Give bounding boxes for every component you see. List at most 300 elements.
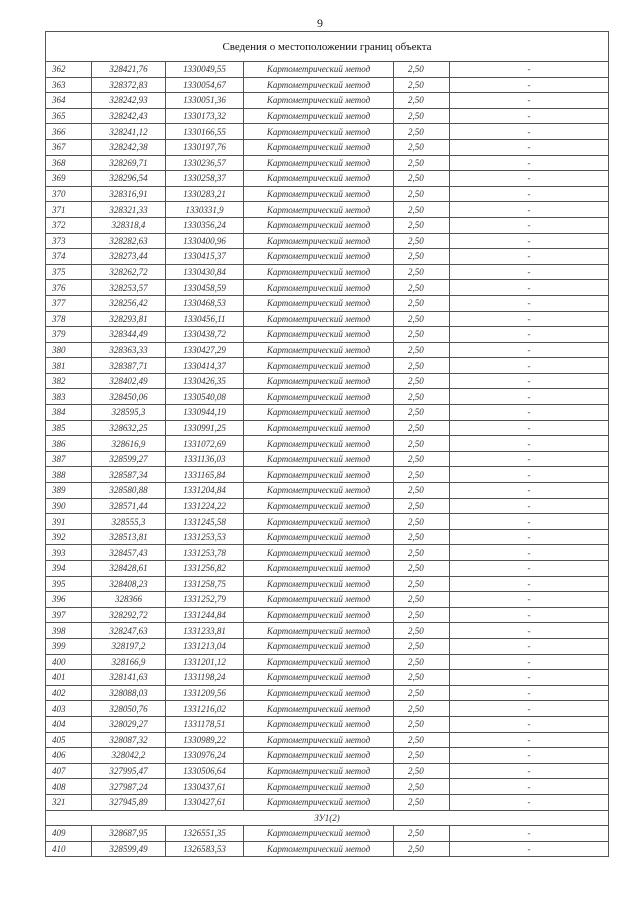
accuracy-cell: 2,50 xyxy=(394,716,450,732)
coord-x: 328580,88 xyxy=(92,483,166,499)
accuracy-cell: 2,50 xyxy=(394,311,450,327)
coord-x: 328262,72 xyxy=(92,264,166,280)
method-cell: Картометрический метод xyxy=(244,670,394,686)
point-number: 382 xyxy=(46,373,92,389)
coord-y: 1330173,32 xyxy=(166,108,244,124)
coord-x: 328042,2 xyxy=(92,748,166,764)
coord-x: 328241,12 xyxy=(92,124,166,140)
description-cell: - xyxy=(450,794,609,810)
table-row xyxy=(46,62,609,78)
coord-y: 1330991,25 xyxy=(166,420,244,436)
coord-y: 1330430,84 xyxy=(166,264,244,280)
description-cell: - xyxy=(450,327,609,343)
table-row xyxy=(46,685,609,701)
coord-x: 328293,81 xyxy=(92,311,166,327)
coord-y: 1330438,72 xyxy=(166,327,244,343)
description-cell: - xyxy=(450,436,609,452)
accuracy-cell: 2,50 xyxy=(394,623,450,639)
table-row xyxy=(46,311,609,327)
table-row xyxy=(46,607,609,623)
accuracy-cell: 2,50 xyxy=(394,529,450,545)
coord-y: 1330458,59 xyxy=(166,280,244,296)
point-number: 407 xyxy=(46,763,92,779)
accuracy-cell: 2,50 xyxy=(394,405,450,421)
table-row xyxy=(46,264,609,280)
point-number: 321 xyxy=(46,794,92,810)
description-cell: - xyxy=(450,748,609,764)
coord-y: 1326583,53 xyxy=(166,841,244,857)
coord-y: 1330506,64 xyxy=(166,763,244,779)
accuracy-cell: 2,50 xyxy=(394,295,450,311)
method-cell: Картометрический метод xyxy=(244,77,394,93)
table-row xyxy=(46,716,609,732)
coord-x: 328387,71 xyxy=(92,358,166,374)
point-number: 368 xyxy=(46,155,92,171)
coord-y: 1331233,81 xyxy=(166,623,244,639)
accuracy-cell: 2,50 xyxy=(394,186,450,202)
description-cell: - xyxy=(450,716,609,732)
table-row xyxy=(46,217,609,233)
description-cell: - xyxy=(450,763,609,779)
table-row xyxy=(46,623,609,639)
method-cell: Картометрический метод xyxy=(244,451,394,467)
point-number: 410 xyxy=(46,841,92,857)
coord-y: 1330989,22 xyxy=(166,732,244,748)
accuracy-cell: 2,50 xyxy=(394,826,450,842)
accuracy-cell: 2,50 xyxy=(394,748,450,764)
coord-y: 1331216,02 xyxy=(166,701,244,717)
description-cell: - xyxy=(450,373,609,389)
point-number: 400 xyxy=(46,654,92,670)
method-cell: Картометрический метод xyxy=(244,233,394,249)
coord-y: 1330415,37 xyxy=(166,249,244,265)
coord-y: 1330051,36 xyxy=(166,93,244,109)
table-row xyxy=(46,108,609,124)
coord-y: 1330976,24 xyxy=(166,748,244,764)
table-row xyxy=(46,576,609,592)
coord-y: 1330331,9 xyxy=(166,202,244,218)
point-number: 404 xyxy=(46,716,92,732)
method-cell: Картометрический метод xyxy=(244,405,394,421)
description-cell: - xyxy=(450,529,609,545)
accuracy-cell: 2,50 xyxy=(394,841,450,857)
point-number: 401 xyxy=(46,670,92,686)
coord-y: 1331209,56 xyxy=(166,685,244,701)
table-row xyxy=(46,451,609,467)
method-cell: Картометрический метод xyxy=(244,139,394,155)
description-cell: - xyxy=(450,171,609,187)
boundary-table xyxy=(45,31,609,857)
method-cell: Картометрический метод xyxy=(244,467,394,483)
description-cell: - xyxy=(450,249,609,265)
point-number: 392 xyxy=(46,529,92,545)
coord-x: 328632,25 xyxy=(92,420,166,436)
coord-x: 328050,76 xyxy=(92,701,166,717)
point-number: 369 xyxy=(46,171,92,187)
table-row xyxy=(46,794,609,810)
coord-x: 328273,44 xyxy=(92,249,166,265)
method-cell: Картометрический метод xyxy=(244,249,394,265)
coord-y: 1331198,24 xyxy=(166,670,244,686)
coord-y: 1330197,76 xyxy=(166,139,244,155)
accuracy-cell: 2,50 xyxy=(394,732,450,748)
table-row xyxy=(46,124,609,140)
accuracy-cell: 2,50 xyxy=(394,108,450,124)
point-number: 396 xyxy=(46,592,92,608)
point-number: 372 xyxy=(46,217,92,233)
accuracy-cell: 2,50 xyxy=(394,483,450,499)
table-row xyxy=(46,93,609,109)
point-number: 390 xyxy=(46,498,92,514)
coord-y: 1330054,67 xyxy=(166,77,244,93)
coord-y: 1331245,58 xyxy=(166,514,244,530)
coord-x: 328344,49 xyxy=(92,327,166,343)
coord-y: 1331253,53 xyxy=(166,529,244,545)
method-cell: Картометрический метод xyxy=(244,701,394,717)
method-cell: Картометрический метод xyxy=(244,826,394,842)
table-row xyxy=(46,545,609,561)
coord-x: 328366 xyxy=(92,592,166,608)
table-row xyxy=(46,155,609,171)
point-number: 365 xyxy=(46,108,92,124)
coord-x: 328363,33 xyxy=(92,342,166,358)
coord-x: 328402,49 xyxy=(92,373,166,389)
coord-x: 328616,9 xyxy=(92,436,166,452)
point-number: 376 xyxy=(46,280,92,296)
point-number: 370 xyxy=(46,186,92,202)
point-number: 399 xyxy=(46,638,92,654)
coord-y: 1330166,55 xyxy=(166,124,244,140)
point-number: 386 xyxy=(46,436,92,452)
table-row xyxy=(46,514,609,530)
table-row xyxy=(46,202,609,218)
accuracy-cell: 2,50 xyxy=(394,249,450,265)
description-cell: - xyxy=(450,420,609,436)
coord-x: 328687,95 xyxy=(92,826,166,842)
accuracy-cell: 2,50 xyxy=(394,264,450,280)
method-cell: Картометрический метод xyxy=(244,732,394,748)
accuracy-cell: 2,50 xyxy=(394,139,450,155)
accuracy-cell: 2,50 xyxy=(394,701,450,717)
point-number: 374 xyxy=(46,249,92,265)
description-cell: - xyxy=(450,670,609,686)
coord-y: 1330236,57 xyxy=(166,155,244,171)
description-cell: - xyxy=(450,623,609,639)
table-title: Сведения о местоположении границ объекта xyxy=(46,32,609,62)
coord-x: 328197,2 xyxy=(92,638,166,654)
accuracy-cell: 2,50 xyxy=(394,498,450,514)
coord-x: 328316,91 xyxy=(92,186,166,202)
coord-x: 328599,27 xyxy=(92,451,166,467)
method-cell: Картометрический метод xyxy=(244,498,394,514)
point-number: 379 xyxy=(46,327,92,343)
description-cell: - xyxy=(450,607,609,623)
coord-x: 328029,27 xyxy=(92,716,166,732)
coord-y: 1331252,79 xyxy=(166,592,244,608)
table-row xyxy=(46,139,609,155)
coord-y: 1330468,53 xyxy=(166,295,244,311)
accuracy-cell: 2,50 xyxy=(394,420,450,436)
method-cell: Картометрический метод xyxy=(244,420,394,436)
accuracy-cell: 2,50 xyxy=(394,202,450,218)
accuracy-cell: 2,50 xyxy=(394,561,450,577)
accuracy-cell: 2,50 xyxy=(394,576,450,592)
point-number: 409 xyxy=(46,826,92,842)
table-row xyxy=(46,763,609,779)
description-cell: - xyxy=(450,62,609,78)
point-number: 388 xyxy=(46,467,92,483)
description-cell: - xyxy=(450,514,609,530)
description-cell: - xyxy=(450,841,609,857)
accuracy-cell: 2,50 xyxy=(394,545,450,561)
method-cell: Картометрический метод xyxy=(244,436,394,452)
description-cell: - xyxy=(450,186,609,202)
method-cell: Картометрический метод xyxy=(244,716,394,732)
accuracy-cell: 2,50 xyxy=(394,358,450,374)
coord-y: 1331204,84 xyxy=(166,483,244,499)
page-number: 9 xyxy=(317,16,323,30)
coord-y: 1331256,82 xyxy=(166,561,244,577)
accuracy-cell: 2,50 xyxy=(394,77,450,93)
description-cell: - xyxy=(450,233,609,249)
accuracy-cell: 2,50 xyxy=(394,280,450,296)
point-number: 362 xyxy=(46,62,92,78)
description-cell: - xyxy=(450,483,609,499)
description-cell: - xyxy=(450,561,609,577)
description-cell: - xyxy=(450,139,609,155)
description-cell: - xyxy=(450,654,609,670)
description-cell: - xyxy=(450,405,609,421)
table-row xyxy=(46,498,609,514)
description-cell: - xyxy=(450,358,609,374)
coord-y: 1331224,22 xyxy=(166,498,244,514)
accuracy-cell: 2,50 xyxy=(394,217,450,233)
coord-y: 1331136,03 xyxy=(166,451,244,467)
table-row xyxy=(46,342,609,358)
coord-y: 1330427,29 xyxy=(166,342,244,358)
coord-y: 1331178,51 xyxy=(166,716,244,732)
table-row xyxy=(46,732,609,748)
section-row xyxy=(46,810,609,826)
description-cell: - xyxy=(450,451,609,467)
coord-x: 328321,33 xyxy=(92,202,166,218)
coord-x: 328555,3 xyxy=(92,514,166,530)
coord-y: 1331201,12 xyxy=(166,654,244,670)
accuracy-cell: 2,50 xyxy=(394,171,450,187)
table-row xyxy=(46,233,609,249)
table-row xyxy=(46,701,609,717)
method-cell: Картометрический метод xyxy=(244,841,394,857)
table-row xyxy=(46,592,609,608)
accuracy-cell: 2,50 xyxy=(394,794,450,810)
table-row xyxy=(46,171,609,187)
method-cell: Картометрический метод xyxy=(244,763,394,779)
table-row xyxy=(46,841,609,857)
coord-x: 328242,43 xyxy=(92,108,166,124)
method-cell: Картометрический метод xyxy=(244,779,394,795)
table-row xyxy=(46,186,609,202)
method-cell: Картометрический метод xyxy=(244,93,394,109)
table-row xyxy=(46,748,609,764)
point-number: 383 xyxy=(46,389,92,405)
coord-x: 328247,63 xyxy=(92,623,166,639)
method-cell: Картометрический метод xyxy=(244,654,394,670)
accuracy-cell: 2,50 xyxy=(394,638,450,654)
description-cell: - xyxy=(450,826,609,842)
method-cell: Картометрический метод xyxy=(244,514,394,530)
coord-x: 328428,61 xyxy=(92,561,166,577)
section-label: ЗУ1(2) xyxy=(46,810,609,826)
accuracy-cell: 2,50 xyxy=(394,342,450,358)
method-cell: Картометрический метод xyxy=(244,545,394,561)
point-number: 367 xyxy=(46,139,92,155)
description-cell: - xyxy=(450,217,609,233)
description-cell: - xyxy=(450,545,609,561)
point-number: 393 xyxy=(46,545,92,561)
table-row xyxy=(46,327,609,343)
method-cell: Картометрический метод xyxy=(244,342,394,358)
coord-x: 328599,49 xyxy=(92,841,166,857)
method-cell: Картометрический метод xyxy=(244,155,394,171)
accuracy-cell: 2,50 xyxy=(394,327,450,343)
point-number: 363 xyxy=(46,77,92,93)
point-number: 402 xyxy=(46,685,92,701)
accuracy-cell: 2,50 xyxy=(394,233,450,249)
coord-x: 328595,3 xyxy=(92,405,166,421)
accuracy-cell: 2,50 xyxy=(394,670,450,686)
method-cell: Картометрический метод xyxy=(244,202,394,218)
method-cell: Картометрический метод xyxy=(244,124,394,140)
coord-y: 1330356,24 xyxy=(166,217,244,233)
table-row xyxy=(46,77,609,93)
point-number: 380 xyxy=(46,342,92,358)
point-number: 408 xyxy=(46,779,92,795)
coord-x: 328450,06 xyxy=(92,389,166,405)
method-cell: Картометрический метод xyxy=(244,576,394,592)
description-cell: - xyxy=(450,155,609,171)
table-row xyxy=(46,420,609,436)
coord-x: 328318,4 xyxy=(92,217,166,233)
accuracy-cell: 2,50 xyxy=(394,763,450,779)
coord-y: 1331258,75 xyxy=(166,576,244,592)
point-number: 375 xyxy=(46,264,92,280)
accuracy-cell: 2,50 xyxy=(394,654,450,670)
accuracy-cell: 2,50 xyxy=(394,155,450,171)
method-cell: Картометрический метод xyxy=(244,623,394,639)
method-cell: Картометрический метод xyxy=(244,748,394,764)
accuracy-cell: 2,50 xyxy=(394,607,450,623)
coord-y: 1331165,84 xyxy=(166,467,244,483)
method-cell: Картометрический метод xyxy=(244,62,394,78)
description-cell: - xyxy=(450,342,609,358)
accuracy-cell: 2,50 xyxy=(394,436,450,452)
table-row xyxy=(46,638,609,654)
description-cell: - xyxy=(450,311,609,327)
description-cell: - xyxy=(450,701,609,717)
accuracy-cell: 2,50 xyxy=(394,373,450,389)
table-row xyxy=(46,467,609,483)
point-number: 381 xyxy=(46,358,92,374)
table-row xyxy=(46,483,609,499)
description-cell: - xyxy=(450,77,609,93)
method-cell: Картометрический метод xyxy=(244,685,394,701)
point-number: 398 xyxy=(46,623,92,639)
description-cell: - xyxy=(450,93,609,109)
point-number: 387 xyxy=(46,451,92,467)
table-row xyxy=(46,405,609,421)
coord-y: 1330049,55 xyxy=(166,62,244,78)
point-number: 397 xyxy=(46,607,92,623)
coord-y: 1331253,78 xyxy=(166,545,244,561)
table-header-row xyxy=(46,32,609,62)
description-cell: - xyxy=(450,467,609,483)
point-number: 384 xyxy=(46,405,92,421)
point-number: 364 xyxy=(46,93,92,109)
method-cell: Картометрический метод xyxy=(244,794,394,810)
coord-y: 1331213,04 xyxy=(166,638,244,654)
method-cell: Картометрический метод xyxy=(244,280,394,296)
method-cell: Картометрический метод xyxy=(244,108,394,124)
description-cell: - xyxy=(450,638,609,654)
table-row xyxy=(46,654,609,670)
description-cell: - xyxy=(450,264,609,280)
coord-x: 328457,43 xyxy=(92,545,166,561)
method-cell: Картометрический метод xyxy=(244,561,394,577)
coord-x: 328292,72 xyxy=(92,607,166,623)
point-number: 378 xyxy=(46,311,92,327)
coord-x: 328141,63 xyxy=(92,670,166,686)
method-cell: Картометрический метод xyxy=(244,607,394,623)
method-cell: Картометрический метод xyxy=(244,358,394,374)
coord-x: 328242,93 xyxy=(92,93,166,109)
coord-x: 327945,89 xyxy=(92,794,166,810)
coord-x: 328242,38 xyxy=(92,139,166,155)
point-number: 389 xyxy=(46,483,92,499)
table-row xyxy=(46,529,609,545)
table-row xyxy=(46,280,609,296)
description-cell: - xyxy=(450,389,609,405)
coord-y: 1330427,61 xyxy=(166,794,244,810)
coord-x: 328253,57 xyxy=(92,280,166,296)
description-cell: - xyxy=(450,732,609,748)
coord-x: 328587,34 xyxy=(92,467,166,483)
coord-x: 328256,42 xyxy=(92,295,166,311)
description-cell: - xyxy=(450,124,609,140)
point-number: 366 xyxy=(46,124,92,140)
description-cell: - xyxy=(450,779,609,795)
coord-x: 328421,76 xyxy=(92,62,166,78)
method-cell: Картометрический метод xyxy=(244,529,394,545)
coord-y: 1330400,96 xyxy=(166,233,244,249)
coord-y: 1330944,19 xyxy=(166,405,244,421)
method-cell: Картометрический метод xyxy=(244,483,394,499)
accuracy-cell: 2,50 xyxy=(394,685,450,701)
coord-y: 1330414,37 xyxy=(166,358,244,374)
coord-x: 328087,32 xyxy=(92,732,166,748)
accuracy-cell: 2,50 xyxy=(394,124,450,140)
coord-x: 327995,47 xyxy=(92,763,166,779)
accuracy-cell: 2,50 xyxy=(394,779,450,795)
point-number: 405 xyxy=(46,732,92,748)
coord-x: 328269,71 xyxy=(92,155,166,171)
method-cell: Картометрический метод xyxy=(244,592,394,608)
table-row xyxy=(46,249,609,265)
method-cell: Картометрический метод xyxy=(244,171,394,187)
coord-x: 328282,63 xyxy=(92,233,166,249)
table-row xyxy=(46,436,609,452)
coord-y: 1330426,35 xyxy=(166,373,244,389)
coord-x: 327987,24 xyxy=(92,779,166,795)
